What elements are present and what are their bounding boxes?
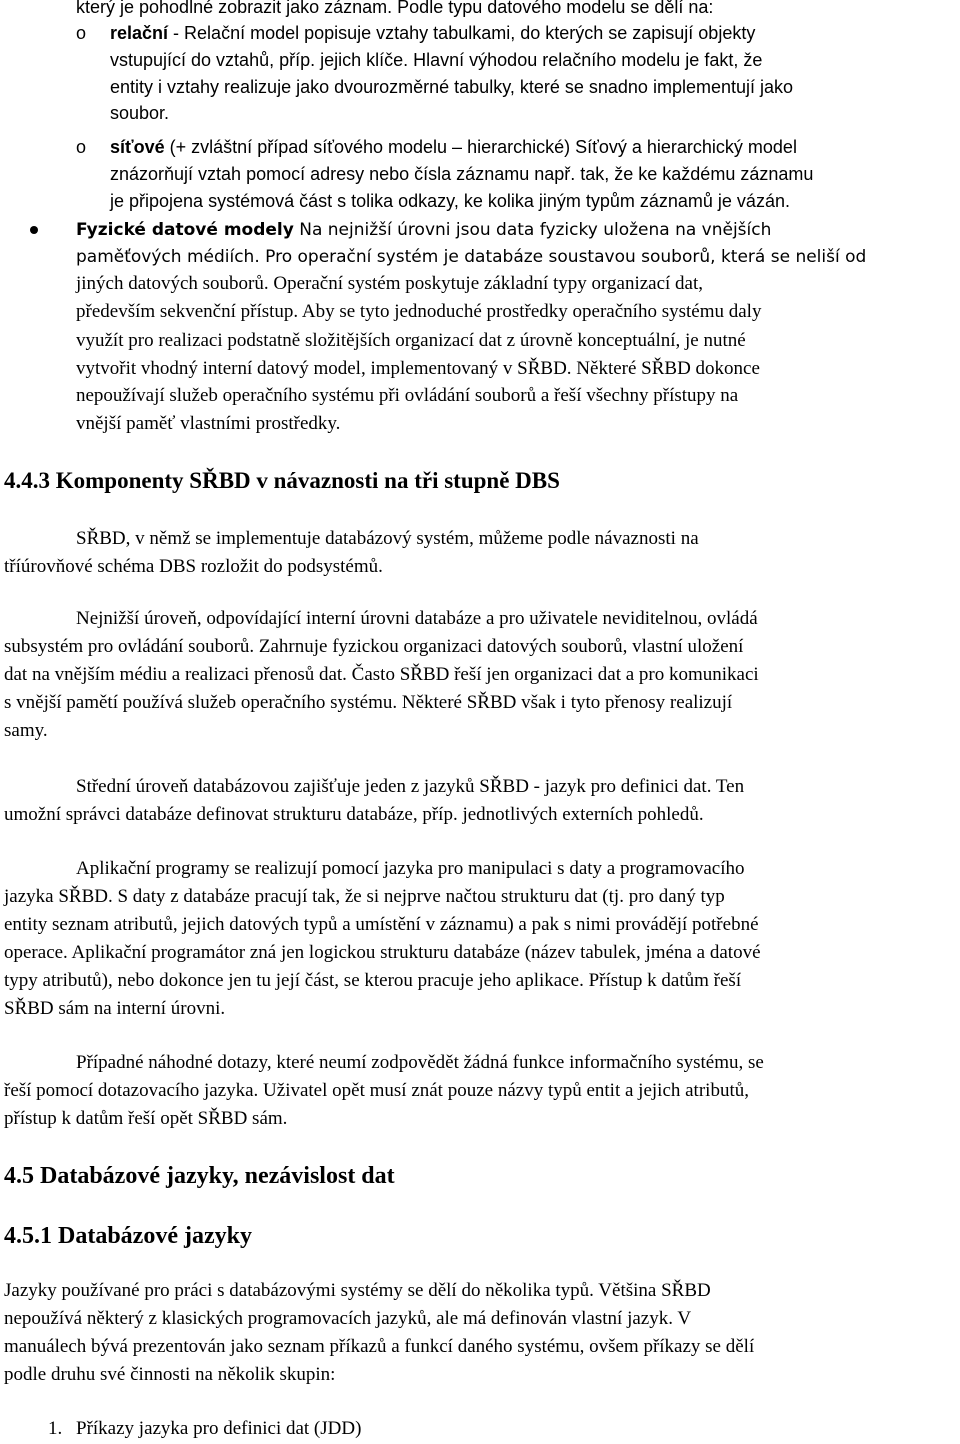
text-line: SŘBD sám na interní úrovni. (4, 998, 226, 1019)
text-line: typy atributů), nebo dokonce jen tu její část, se kterou pracuje jeho aplikace. Přístup k datům řeší (4, 970, 742, 991)
text-line: znázorňují vztah pomocí adresy nebo čísla záznamu např. tak, že ke každému záznamu (110, 164, 814, 184)
text-line: paměťových médiích. Pro operační systém je databáze soustavou souborů, která se neliší od (76, 247, 867, 267)
text-line: samy. (4, 720, 48, 741)
subsection-heading: 4.5.1 Databázové jazyky (4, 1223, 252, 1249)
term: Fyzické datové modely (76, 220, 294, 240)
term: síťové (110, 137, 165, 157)
list-item-text: Příkazy jazyka pro definici dat (JDD) (76, 1418, 362, 1439)
text-line: subsystém pro ovládání souborů. Zahrnuje fyzickou organizaci datových souborů, vlastní uložení (4, 636, 744, 657)
list-number: 1. (48, 1418, 63, 1439)
text-line: dat na vnějším médiu a realizaci přenosů dat. Často SŘBD řeší jen organizaci dat a pro komunikaci (4, 664, 759, 685)
text-line: SŘBD, v němž se implementuje databázový systém, můžeme podle návaznosti na (76, 528, 699, 549)
text-line: Aplikační programy se realizují pomocí jazyka pro manipulaci s daty a programovacího (76, 858, 745, 879)
text-line: soubor. (110, 103, 170, 123)
text-line: síťové (+ zvláštní případ síťového modelu – hierarchické) Síťový a hierarchický model (110, 137, 797, 157)
section-heading: 4.4.3 Komponenty SŘBD v návaznosti na tři stupně DBS (4, 468, 560, 493)
text-line: manuálech bývá prezentován jako seznam příkazů a funkcí daného systému, ovšem příkazy se dělí (4, 1336, 755, 1357)
text-line: podle druhu své činnosti na několik skupin: (4, 1364, 336, 1385)
text-line: entity seznam atributů, jejich datových typů a umístění v záznamu) a pak s nimi provádějí potřebné (4, 914, 759, 935)
section-heading: 4.5 Databázové jazyky, nezávislost dat (4, 1163, 395, 1189)
text-line: entity i vztahy realizuje jako dvourozměrné tabulky, které se snadno implementují jako (110, 77, 794, 97)
text-line: Střední úroveň databázovou zajišťuje jeden z jazyků SŘBD - jazyk pro definici dat. Ten (76, 776, 745, 797)
text-line: především sekvenční přístup. Aby se tyto jednoduché prostředky operačního systému daly (76, 301, 762, 322)
text-line: který je pohodlné zobrazit jako záznam. Podle typu datového modelu se dělí na: (76, 0, 714, 17)
text-line: operace. Aplikační programátor zná jen logickou strukturu databáze (název tabulek, jména a datové (4, 942, 761, 963)
text-line: vstupující do vztahů, příp. jejich klíče. Hlavní výhodou relačního modelu je fakt, že (110, 50, 763, 70)
text-line: s vnější pamětí používá služeb operačního systému. Některé SŘBD však i tyto přenosy realizují (4, 692, 733, 713)
text-line: Případné náhodné dotazy, které neumí zodpovědět žádná funkce informačního systému, se (76, 1052, 764, 1073)
text-line: přístup k datům řeší opět SŘBD sám. (4, 1108, 288, 1129)
text-line: Fyzické datové modely Na nejnižší úrovni jsou data fyzicky uložena na vnějších (76, 220, 772, 240)
list-marker: o (76, 137, 87, 157)
text-line: je připojena systémová část s tolika odkazy, ke kolika jiným typům záznamů je vázán. (110, 191, 790, 211)
text-line: jiných datových souborů. Operační systém poskytuje základní typy organizací dat, (76, 273, 704, 294)
text-line: nepoužívají služeb operačního systému při ovládání souborů a řeší všechny přístupy na (76, 385, 739, 406)
text-line: řeší pomocí dotazovacího jazyka. Uživatel opět musí znát pouze názvy typů entit a jejich atributů, (4, 1080, 749, 1101)
text-line: vnější paměť vlastními prostředky. (76, 413, 341, 434)
text-line: tříúrovňové schéma DBS rozložit do podsystémů. (4, 556, 383, 577)
bullet-icon (30, 226, 38, 234)
text-line: vytvořit vhodný interní datový model, implementovaný v SŘBD. Některé SŘBD dokonce (76, 358, 760, 379)
text-line: Nejnižší úroveň, odpovídající interní úrovni databáze a pro uživatele neviditelnou, ovládá (76, 608, 758, 629)
text-line: nepoužívá některý z klasických programovacích jazyků, ale má definován vlastní jazyk. V (4, 1308, 692, 1329)
text-line: relační - Relační model popisuje vztahy tabulkami, do kterých se zapisují objekty (110, 23, 756, 43)
text-line: Jazyky používané pro práci s databázovými systémy se dělí do několika typů. Většina SŘBD (4, 1280, 711, 1301)
text-line: využít pro realizaci podstatně složitějších organizací dat z úrovně konceptuální, je nutné (76, 330, 746, 351)
list-marker: o (76, 23, 87, 43)
term: relační (110, 23, 169, 43)
text-line: jazyka SŘBD. S daty z databáze pracují tak, že si nejprve načtou strukturu dat (tj. pro daný typ (4, 886, 725, 907)
text-line: umožní správci databáze definovat strukturu databáze, příp. jednotlivých externích pohledů. (4, 804, 704, 825)
